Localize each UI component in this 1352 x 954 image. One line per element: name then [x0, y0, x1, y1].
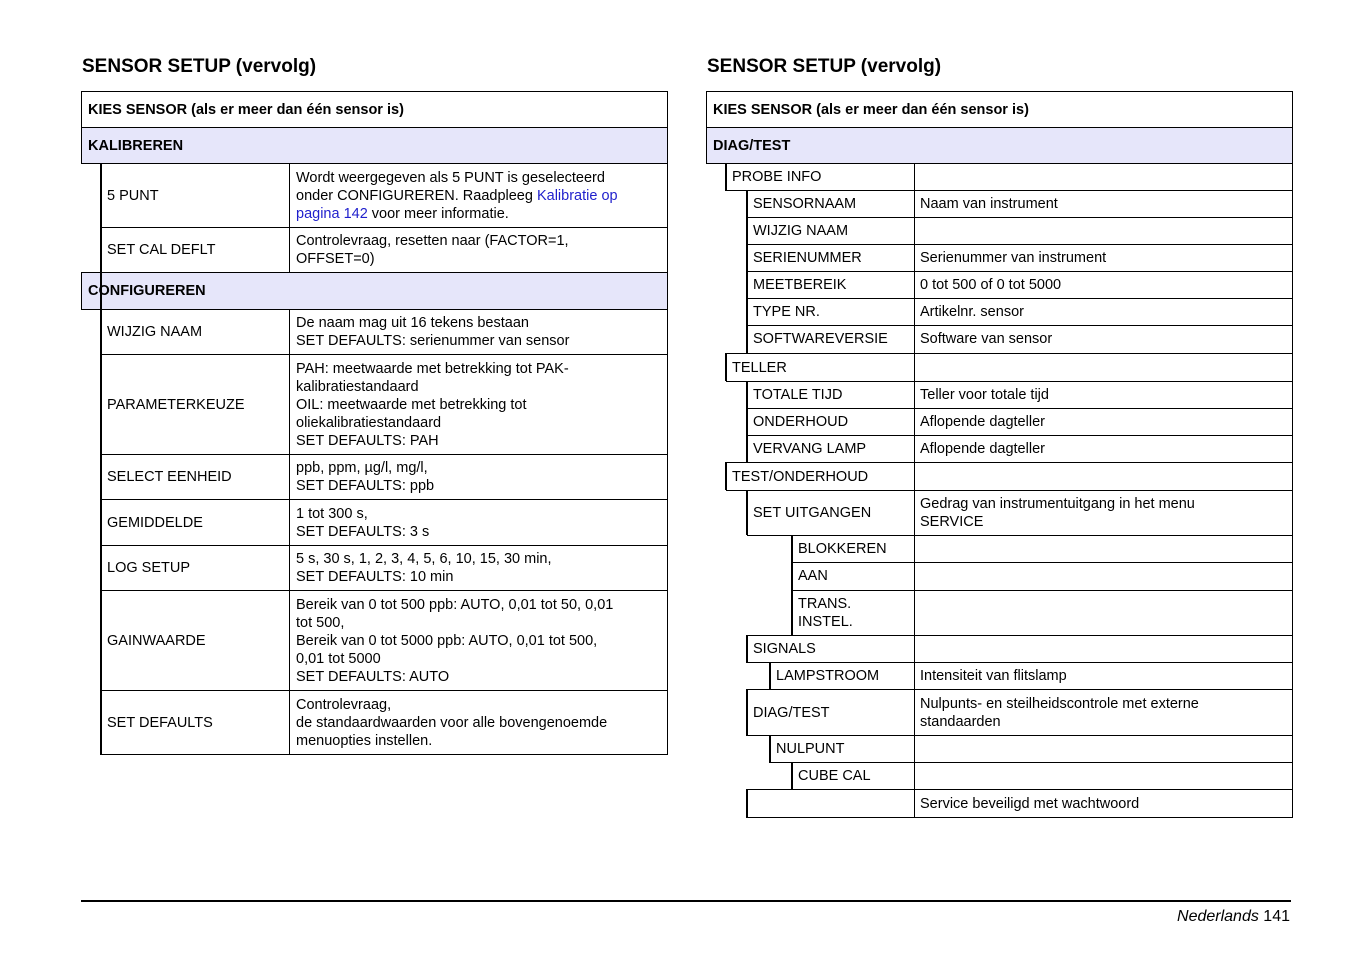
indent-bar — [791, 535, 793, 636]
desc-line: Serienummer van instrument — [920, 250, 1107, 266]
row-desc-log-setup — [289, 545, 668, 591]
link-kalibratie[interactable]: Kalibratie op — [536, 187, 618, 204]
desc-text: onder CONFIGUREREN. Raadpleeg — [296, 187, 537, 204]
desc-line: SET DEFAULTS: ppb — [296, 478, 435, 494]
link-pagina-142[interactable]: pagina 142 — [296, 205, 368, 222]
row-label-gainwaarde: GAINWAARDE — [100, 590, 290, 691]
row-label-set-uitgangen: SET UITGANGEN — [753, 505, 872, 521]
rule — [726, 190, 1293, 191]
desc-line: Wordt weergegeven als 5 PUNT is geselecteerd — [296, 169, 605, 186]
rule — [747, 535, 1293, 536]
rule — [747, 817, 1293, 818]
desc-line: Bereik van 0 tot 500 ppb: AUTO, 0,01 tot 50, 0,01 — [296, 596, 614, 613]
row-desc-diag-test — [914, 689, 1293, 736]
footer-rule — [81, 900, 1291, 902]
row-label-test-onderhoud: TEST/ONDERHOUD — [732, 469, 869, 485]
row-label-meetbereik: MEETBEREIK — [753, 277, 847, 293]
indent-bar — [746, 381, 748, 462]
desc-line: menuopties instellen. — [296, 732, 433, 749]
row-desc-serienummer — [914, 244, 1293, 272]
rule — [747, 689, 1293, 690]
desc-line: Software van sensor — [920, 331, 1053, 347]
desc-line: Gedrag van instrumentuitgang in het menu — [920, 496, 1195, 512]
row-desc-wijzig-naam — [289, 309, 668, 355]
row-label-signals: SIGNALS — [753, 641, 816, 657]
rule — [747, 662, 1293, 663]
row-label-parameterkeuze: PARAMETERKEUZE — [100, 354, 290, 455]
row-desc-lampstroom — [914, 662, 1293, 690]
row-label-softwareversie: SOFTWAREVERSIE — [753, 331, 888, 347]
rule — [747, 325, 1293, 326]
indent-bar — [746, 490, 748, 535]
right-heading: SENSOR SETUP (vervolg) — [707, 56, 942, 77]
desc-line: standaarden — [920, 713, 1001, 730]
rule — [726, 490, 1293, 491]
desc-line: De naam mag uit 16 tekens bestaan — [296, 315, 529, 331]
section-configureren: CONFIGUREREN — [81, 272, 668, 310]
row-desc-softwareversie — [914, 325, 1293, 353]
desc-line: ppb, ppm, µg/l, mg/l, — [296, 460, 428, 476]
row-label-totale-tijd: TOTALE TIJD — [753, 387, 843, 403]
row-label-set-defaults: SET DEFAULTS — [100, 690, 290, 755]
row-label-lampstroom: LAMPSTROOM — [776, 668, 880, 684]
desc-line: Naam van instrument — [920, 196, 1058, 212]
rule — [747, 271, 1293, 272]
row-label-set-cal-deflt: SET CAL DEFLT — [100, 227, 290, 273]
row-label-nulpunt: NULPUNT — [776, 741, 845, 757]
indent-bar — [791, 762, 793, 790]
desc-line: SET DEFAULTS: serienummer van sensor — [296, 333, 570, 349]
row-desc-gainwaarde — [289, 590, 668, 691]
desc-line — [296, 187, 661, 205]
footer — [1177, 908, 1290, 926]
indent-bar — [725, 353, 727, 381]
desc-line — [296, 205, 661, 223]
desc-line: Intensiteit van flitslamp — [920, 668, 1067, 684]
indent-bar — [746, 789, 748, 818]
row-desc-set-cal-deflt — [289, 227, 668, 273]
footer-language: Nederlands — [1177, 908, 1259, 925]
row-label-probe-info: PROBE INFO — [732, 169, 822, 185]
row-label-onderhoud: ONDERHOUD — [753, 414, 849, 430]
desc-line: OIL: meetwaarde met betrekking tot — [296, 396, 527, 413]
rule — [770, 762, 1293, 763]
label-line: INSTEL. — [798, 614, 853, 630]
rule — [747, 735, 1293, 736]
desc-line: SET DEFAULTS: 10 min — [296, 569, 454, 585]
desc-line: PAH: meetwaarde met betrekking tot PAK- — [296, 360, 569, 377]
desc-line: SERVICE — [920, 514, 984, 530]
rule — [726, 381, 1293, 382]
row-desc-type-nr — [914, 298, 1293, 326]
desc-line: 0,01 tot 5000 — [296, 650, 381, 667]
row-label-vervang-lamp: VERVANG LAMP — [753, 441, 867, 457]
desc-line: Aflopende dagteller — [920, 414, 1045, 430]
row-label-wijzig-naam: WIJZIG NAAM — [100, 309, 290, 355]
desc-line: Controlevraag, — [296, 696, 392, 713]
page-number: 141 — [1263, 908, 1290, 925]
rule — [747, 408, 1293, 409]
desc-line: Controlevraag, resetten naar (FACTOR=1, — [296, 233, 569, 249]
row-desc-service — [914, 789, 1293, 818]
row-label-blokkeren: BLOKKEREN — [798, 541, 887, 557]
desc-line: Teller voor totale tijd — [920, 387, 1049, 403]
rule — [747, 635, 1293, 636]
row-label-trans-instel — [792, 590, 914, 636]
row-desc-set-uitgangen — [914, 490, 1293, 536]
desc-line: Artikelnr. sensor — [920, 304, 1024, 320]
desc-line: 5 s, 30 s, 1, 2, 3, 4, 5, 6, 10, 15, 30 min, — [296, 551, 552, 567]
indent-bar — [769, 662, 771, 690]
desc-line: 1 tot 300 s, — [296, 505, 368, 522]
rule — [726, 462, 1293, 463]
row-desc-vervang-lamp — [914, 435, 1293, 463]
right-table-header: KIES SENSOR (als er meer dan één sensor is) — [706, 91, 1293, 128]
row-label-diag-test: DIAG/TEST — [753, 704, 830, 721]
desc-line: SET DEFAULTS: PAH — [296, 432, 439, 449]
row-desc-sensornaam — [914, 190, 1293, 218]
row-label-serienummer: SERIENUMMER — [753, 250, 862, 266]
row-label-select-eenheid: SELECT EENHEID — [100, 454, 290, 500]
row-desc-5-punt — [289, 163, 668, 228]
desc-text: voor meer informatie. — [367, 205, 509, 222]
row-label-type-nr: TYPE NR. — [753, 304, 820, 320]
left-indent-bar — [100, 163, 102, 755]
row-label-5-punt: 5 PUNT — [100, 163, 290, 228]
desc-line: oliekalibratiestandaard — [296, 414, 442, 431]
desc-line: Service beveiligd met wachtwoord — [920, 795, 1140, 812]
row-desc-meetbereik — [914, 271, 1293, 299]
rule — [747, 435, 1293, 436]
label-line: TRANS. — [798, 596, 852, 612]
row-desc-select-eenheid — [289, 454, 668, 500]
row-label-aan: AAN — [798, 568, 828, 584]
desc-line: SET DEFAULTS: 3 s — [296, 523, 430, 540]
row-label-teller: TELLER — [732, 360, 787, 376]
section-diag-test: DIAG/TEST — [706, 127, 1293, 164]
row-label-log-setup: LOG SETUP — [100, 545, 290, 591]
row-desc-probe-info — [914, 163, 1293, 191]
desc-line: tot 500, — [296, 614, 345, 631]
rule — [792, 562, 1293, 563]
left-table-header: KIES SENSOR (als er meer dan één sensor is) — [81, 91, 668, 128]
row-desc-set-defaults — [289, 690, 668, 755]
row-label-sensornaam: SENSORNAAM — [753, 196, 857, 212]
row-label-wijzig-naam-r: WIJZIG NAAM — [753, 223, 849, 239]
rule — [792, 590, 1293, 591]
row-desc-onderhoud — [914, 408, 1293, 436]
indent-bar — [746, 689, 748, 736]
desc-line: 0 tot 500 of 0 tot 5000 — [920, 277, 1062, 293]
desc-line: OFFSET=0) — [296, 251, 375, 267]
rule — [747, 244, 1293, 245]
row-desc-totale-tijd — [914, 381, 1293, 409]
desc-line: kalibratiestandaard — [296, 378, 419, 395]
desc-line: de standaardwaarden voor alle bovengenoemde — [296, 714, 608, 731]
rule — [747, 298, 1293, 299]
desc-line: SET DEFAULTS: AUTO — [296, 668, 450, 685]
desc-line: Nulpunts- en steilheidscontrole met externe — [920, 695, 1199, 712]
section-kalibreren: KALIBREREN — [81, 127, 668, 164]
row-desc-parameterkeuze — [289, 354, 668, 455]
desc-line: Bereik van 0 tot 5000 ppb: AUTO, 0,01 tot 500, — [296, 632, 598, 649]
left-heading: SENSOR SETUP (vervolg) — [82, 56, 317, 77]
indent-bar — [769, 735, 771, 763]
desc-line: Aflopende dagteller — [920, 441, 1045, 457]
indent-bar — [746, 635, 748, 663]
row-desc-gemiddelde — [289, 499, 668, 546]
rule — [726, 353, 1293, 354]
rule — [747, 217, 1293, 218]
indent-bar — [725, 462, 727, 490]
row-label-cube-cal: CUBE CAL — [798, 768, 871, 784]
row-label-gemiddelde: GEMIDDELDE — [100, 499, 290, 546]
indent-bar — [746, 190, 748, 353]
indent-bar — [725, 163, 727, 191]
rule — [747, 789, 1293, 790]
